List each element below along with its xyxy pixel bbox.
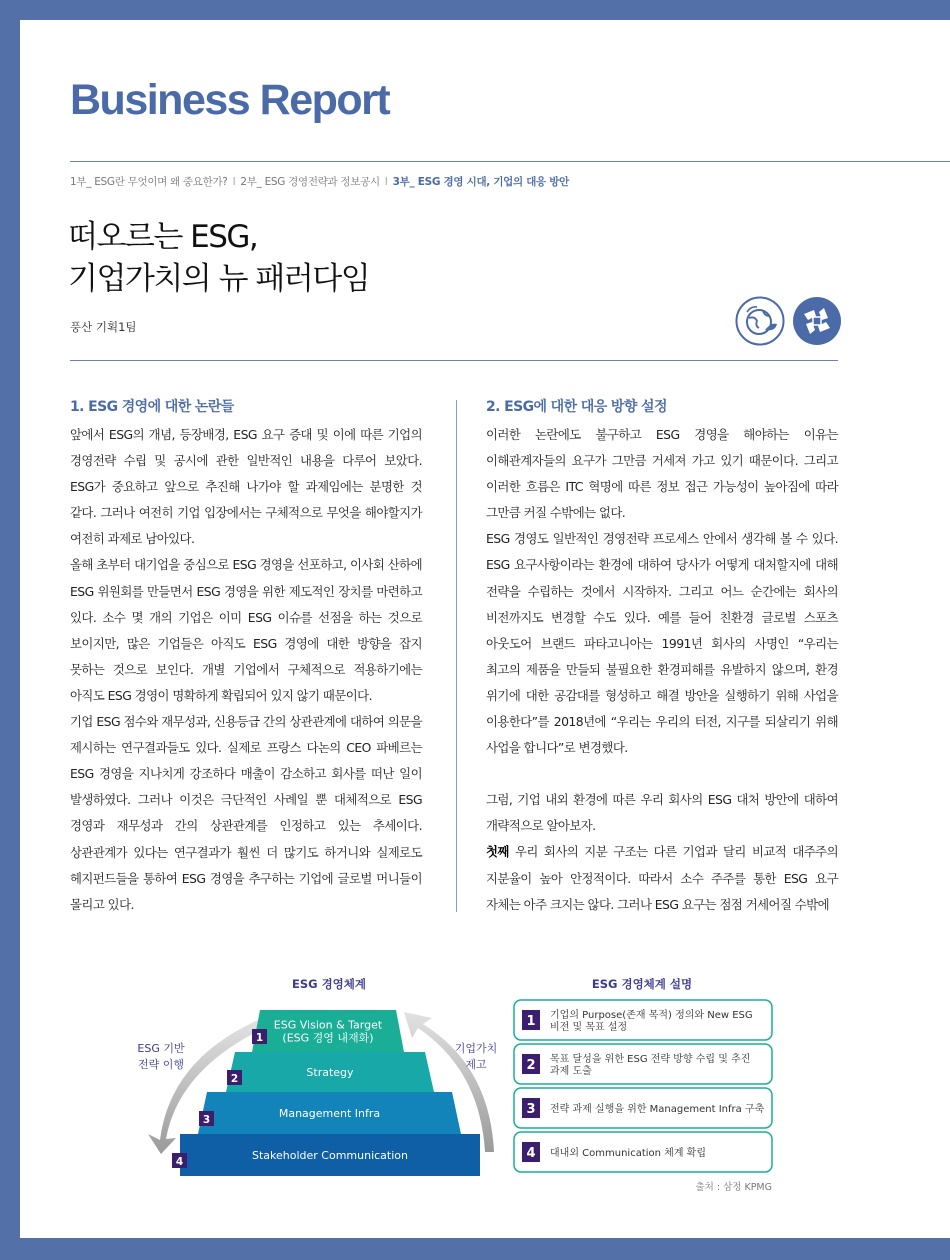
column-right [486, 396, 838, 918]
description-number: 2 [526, 1058, 536, 1073]
description-item-4 [514, 1132, 772, 1172]
paragraph: 이러한 논란에도 불구하고 ESG 경영을 해야하는 이유는 이해관계자들의 요구가 그만큼 거세져 가고 있기 때문이다. 그리고 이러한 흐름은 ITC 혁명에 따른 정보 접근 가능성이 높아짐에 따라 그만큼 커질 수밖에는 없다. [486, 427, 838, 521]
pyramid-tier-2 [226, 1052, 434, 1092]
globe-leaf-icon [735, 296, 785, 346]
paragraph [486, 839, 838, 917]
article-title [68, 216, 369, 300]
tier-label: Strategy [306, 1066, 354, 1079]
section-heading-1: 1. ESG 경영에 대한 논란들 [70, 399, 234, 415]
esg-description-list [514, 1000, 772, 1172]
paragraph: 기업 ESG 점수와 재무성과, 신용등급 간의 상관관계에 대하여 의문을 제시하는 연구결과들도 있다. 실제로 프랑스 다논의 CEO 파베르는 ESG 경영을 지나치게 강조하다 매출이 감소하고 회사를 떠난 일이 발생하였다. 그러나 이것은 극단적인 사례일 뿐 대체적으로 ESG 경영과 재무성과 간의 상관관계를 인정하고 있는 추세이다. 상관관계가 있다는 연구결과가 훨씬 더 많기도 하거니와 실제로도 헤지펀드들을 통하여 ESG 경영을 추구하는 기업에 글로벌 머니들이 몰리고 있다. [70, 714, 422, 912]
breadcrumb-separator: I [384, 176, 388, 188]
tier-number: 1 [255, 1032, 264, 1044]
tier-label: (ESG 경영 내재화) [282, 1031, 374, 1045]
right-arrow-label-line-2: 제고 [465, 1058, 487, 1071]
diagram-right-title: ESG 경영체계 설명 [591, 977, 693, 991]
title-line-2: 기업가치의 뉴 패러다임 [68, 261, 370, 297]
paragraph: 올해 초부터 대기업을 중심으로 ESG 경영을 선포하고, 이사회 산하에 ESG 위원회를 만들면서 ESG 경영을 위한 제도적인 장치를 마련하고 있다. 소수 몇 개의 기업은 이미 ESG 이슈를 선점을 하는 것으로 보이지만, 많은 기업들은 아직도 ESG 경영에 대한 방향을 잡지 못하는 것으로 보인다. 개별 기업에서 구체적으로 적용하기에는 아직도 ESG 경영이 명확하게 확립되어 있지 않기 때문이다. [70, 557, 422, 703]
description-item-3 [514, 1088, 772, 1128]
description-number: 4 [526, 1146, 536, 1161]
description-item-2 [514, 1044, 772, 1084]
description-text: 대내외 Communication 체계 확립 [550, 1148, 706, 1159]
column-left [70, 396, 422, 918]
diagram-source: 출처 : 삼정 KPMG [695, 1182, 772, 1193]
paragraph: ESG 경영도 일반적인 경영전략 프로세스 안에서 생각해 볼 수 있다. ESG 요구사항이라는 환경에 대하여 당사가 어떻게 대처할지에 대해 전략을 수립하는 것에서 시작하자. 그리고 어느 순간에는 회사의 비전까지도 변경할 수도 있다. 예를 들어 친환경 글로벌 스포츠 아웃도어 브랜드 파타고니아는 1991년 회사의 사명인 “우리는 최고의 제품을 만들되 불필요한 환경피해를 유발하지 않으며, 환경 위기에 대한 공감대를 형성하고 해결 방안을 실행하기 위해 사업을 이용한다”를 2018년에 “우리는 우리의 터전, 지구를 되살리기 위해 사업을 합니다”로 변경했다. [486, 531, 838, 756]
tier-number: 4 [175, 1156, 184, 1168]
report-page [20, 20, 950, 1238]
breadcrumb-part-2[interactable]: 2부_ ESG 경영전략과 정보공시 [240, 176, 380, 188]
brand-title: Business Report [70, 76, 390, 124]
breadcrumb-separator: I [232, 176, 236, 188]
tier-label: Management Infra [278, 1107, 381, 1120]
paragraph-gap [486, 761, 838, 787]
pyramid-tier-3 [198, 1092, 461, 1134]
paragraph: 그럼, 기업 내외 환경에 따른 우리 회사의 ESG 대처 방안에 대하여 개략적으로 알아보자. [486, 792, 838, 834]
left-arrow-label-line-1: ESG 기반 [137, 1042, 185, 1055]
header-rule [70, 161, 950, 162]
description-text: 목표 달성을 위한 ESG 전략 방향 수립 및 추진 [550, 1054, 751, 1065]
breadcrumb-part-3-current[interactable]: 3부_ ESG 경영 시대, 기업의 대응 방안 [392, 176, 569, 188]
paragraph-rest: 우리 회사의 지분 구조는 다른 기업과 달리 비교적 대주주의 지분율이 높아 안정적이다. 따라서 소수 주주를 통한 ESG 요구 자체는 아주 크지는 않다. 그러나 ESG 요구는 점점 거세어질 수밖에 [486, 844, 838, 912]
topic-icons [735, 296, 842, 346]
tier-number: 2 [230, 1073, 239, 1085]
diagram-left-title: ESG 경영체계 [291, 977, 367, 991]
right-arrow-label-line-1: 기업가치 [454, 1042, 498, 1055]
description-text: 전략 과제 실행을 위한 Management Infra 구축 [550, 1104, 765, 1115]
esg-management-diagram [20, 940, 950, 1238]
title-line-1: 떠오르는 ESG, [68, 219, 258, 255]
breadcrumb [70, 174, 569, 189]
tier-number: 3 [202, 1114, 211, 1126]
tier-label: ESG Vision & Target [273, 1018, 383, 1032]
left-arrow-label-line-2: 전략 이행 [137, 1058, 185, 1071]
title-rule [70, 360, 838, 361]
breadcrumb-part-1[interactable]: 1부_ ESG란 무엇이며 왜 중요한가? [70, 176, 228, 188]
description-number: 1 [526, 1014, 536, 1029]
column-divider [456, 400, 457, 912]
pyramid-tier-1 [252, 1010, 404, 1052]
pyramid-tier-4 [172, 1134, 480, 1176]
section-2-text [486, 422, 838, 918]
description-number: 3 [526, 1102, 536, 1117]
section-1-text [70, 422, 422, 918]
description-text: 비전 및 목표 설정 [550, 1022, 628, 1033]
emphasis-first: 첫째 [486, 844, 509, 860]
article-author: 풍산 기획1팀 [70, 320, 137, 334]
description-text: 과제 도출 [550, 1066, 592, 1077]
section-heading-2: 2. ESG에 대한 대응 방향 설정 [486, 399, 667, 415]
paragraph: 앞에서 ESG의 개념, 등장배경, ESG 요구 증대 및 이에 따른 기업의 경영전략 수립 및 공시에 관한 일반적인 내용을 다루어 보았다. ESG가 중요하고 앞으로 추진해 나가야 할 과제임에는 분명한 것 같다. 그러나 여전히 기업 입장에서는 구체적으로 무엇을 해야할지가 여전히 과제로 남아있다. [70, 427, 422, 547]
description-item-1 [514, 1000, 772, 1040]
hands-circle-icon [792, 296, 842, 346]
tier-label: Stakeholder Communication [251, 1149, 409, 1162]
description-text: 기업의 Purpose(존재 목적) 정의와 New ESG [550, 1010, 753, 1021]
